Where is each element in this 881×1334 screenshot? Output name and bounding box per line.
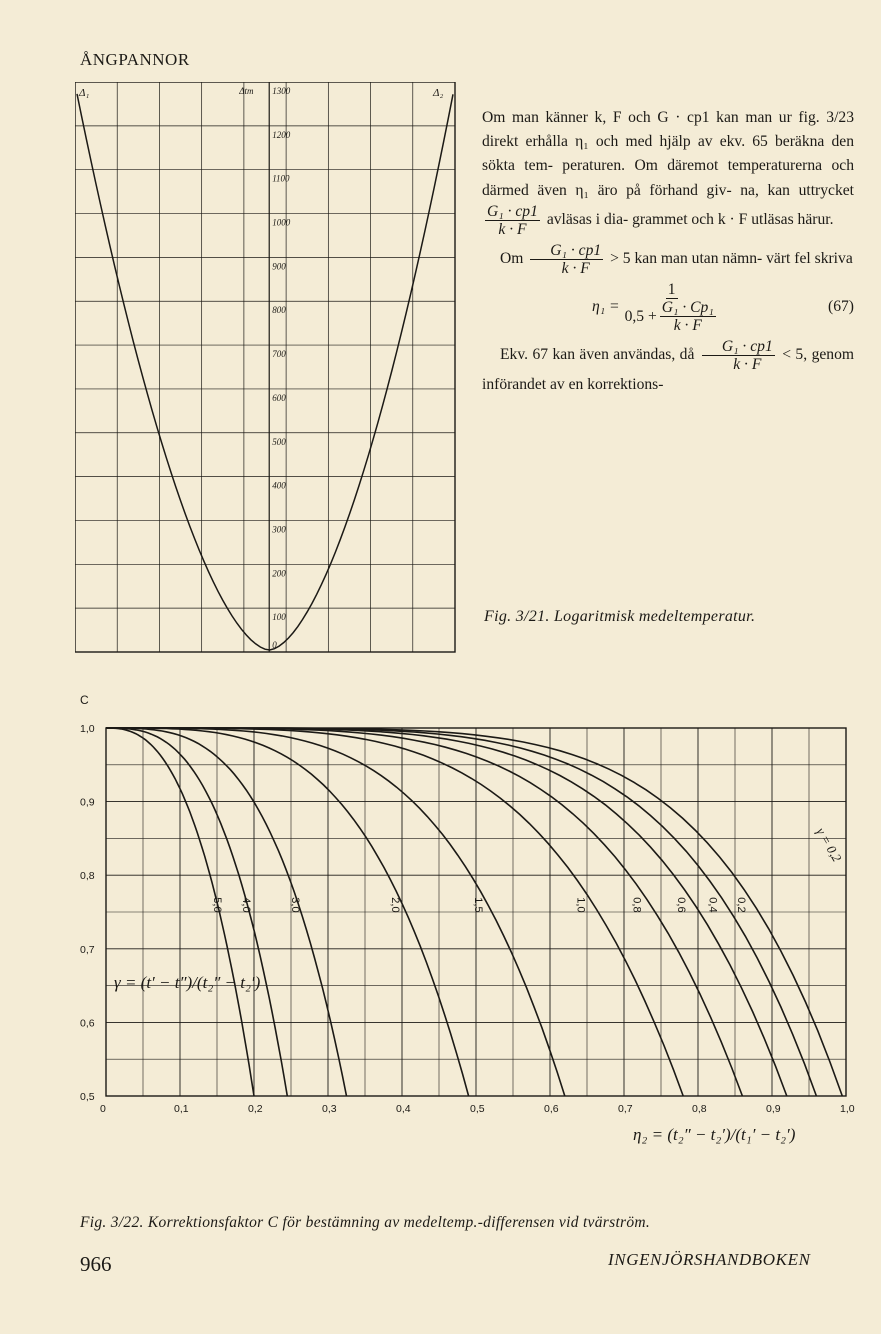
y-tick-label: 0,9: [80, 796, 95, 809]
x-tick-label: 0,7: [618, 1103, 633, 1115]
equation-denominator: [623, 299, 721, 334]
page-number: 966: [80, 1252, 112, 1276]
fraction-g1cp1-over-kf: [485, 203, 540, 238]
y-tick-label: 0,8: [80, 870, 95, 883]
tick-label: 400: [272, 480, 286, 491]
fraction-numerator: G₁ · cp1: [702, 338, 775, 356]
tick-label: 0: [272, 640, 277, 650]
tick-label: 100: [272, 612, 286, 623]
fraction-denominator: k · F: [561, 259, 590, 277]
label-delta-2: Δ₂: [433, 87, 444, 99]
x-tick-label: 0,5: [470, 1103, 485, 1115]
paragraph-2: [482, 242, 854, 277]
fraction-g1cp1-over-kf-2: [530, 242, 603, 277]
x-tick-label: 0,8: [692, 1103, 707, 1115]
tick-label: 300: [272, 524, 286, 535]
gamma-label: γ = 0,2: [813, 825, 845, 865]
x-tick-label: 0,1: [174, 1103, 189, 1115]
equation-inner-numerator: G₁ · Cp₁: [661, 298, 714, 316]
equation-numerator: 1: [667, 280, 676, 298]
fraction-denominator: k · F: [498, 220, 527, 238]
body-text-column: [482, 106, 854, 397]
journal-name: INGENJÖRSHANDBOKEN: [608, 1250, 811, 1269]
curve-label: 5,0: [211, 897, 224, 913]
tick-label: 700: [272, 349, 286, 360]
x-tick-label: 0,4: [396, 1103, 411, 1115]
fraction-numerator: G₁ · cp1: [530, 242, 603, 260]
y-tick-label: 0,5: [80, 1091, 95, 1103]
fraction-denominator: k · F: [733, 355, 762, 373]
label-delta-1: Δ₁: [79, 87, 90, 99]
running-head: ÅNGPANNOR: [80, 50, 190, 69]
formula-eta: η₂ = (t₂″ − t₂′)/(t₁′ − t₂′): [633, 1125, 796, 1144]
equation-67: [482, 281, 854, 334]
fraction-g1cp1-over-kf-3: [702, 338, 775, 373]
equation-inner-denominator: k · F: [673, 316, 702, 334]
paragraph-3: [482, 338, 854, 397]
x-tick-label: 1,0: [840, 1103, 855, 1115]
curve-label: 0,2: [734, 897, 747, 913]
fraction-numerator: G₁ · cp1: [487, 202, 538, 220]
curve-label: 0,6: [674, 897, 687, 913]
curve-label: 4,0: [239, 897, 252, 913]
curve-label: 0,4: [706, 897, 719, 913]
curve-label: 0,8: [630, 897, 643, 913]
curve-label: 1,5: [471, 897, 484, 913]
x-tick-label: 0,6: [544, 1103, 559, 1115]
curve-label: 2,0: [389, 897, 402, 913]
tick-label: 800: [272, 305, 286, 316]
y-axis-title: C: [80, 693, 89, 707]
paragraph-1-continued: avläsas i dia- grammet och k · F utläsas härur.: [546, 210, 834, 228]
curve-label: 1,0: [574, 897, 587, 913]
paragraph-2-start: Om: [500, 249, 524, 267]
tick-label: 600: [272, 392, 286, 403]
tick-label: 1200: [272, 129, 291, 140]
figure-3-21: [75, 82, 461, 661]
formula-gamma: γ = (t′ − t″)/(t₂″ − t₂′): [114, 973, 261, 992]
tick-label: 1000: [272, 217, 291, 228]
paragraph-1: [482, 106, 854, 238]
figure-3-22: [78, 688, 868, 1213]
paragraph-3-start: Ekv. 67 kan även användas, då: [500, 345, 695, 363]
figure-3-22-caption: Fig. 3/22. Korrektionsfaktor C för bestämning av medeltemp.-differensen vid tvärström.: [80, 1214, 651, 1231]
y-tick-label: 1,0: [80, 723, 95, 735]
equation-body: [592, 281, 724, 334]
log-mean-temperature-chart: [75, 82, 461, 656]
mean-temperature-curve: [77, 94, 453, 650]
curve-label: 3,0: [289, 897, 302, 913]
tick-label: 1100: [272, 173, 290, 184]
x-tick-label: 0,3: [322, 1103, 337, 1115]
x-tick-label: 0,2: [248, 1103, 263, 1115]
equation-denominator-lead: 0,5 +: [624, 307, 657, 325]
figure-3-21-caption: Fig. 3/21. Logaritmisk medeltemperatur.: [484, 608, 756, 625]
y-tick-label: 0,7: [80, 943, 95, 956]
correction-factor-chart: [78, 688, 868, 1208]
equation-main-fraction: [623, 281, 721, 334]
tick-label: 200: [272, 568, 286, 579]
frame: [75, 82, 455, 652]
x-tick-label: 0,9: [766, 1103, 781, 1115]
paragraph-3-end: < 5, genom införandet av en korrektions-: [482, 345, 855, 393]
paragraph-1-text: Om man känner k, F och G · cp1 kan man ur fig. 3/23 direkt erhålla η₁ och med hjälp av ekv. 65 beräkna den sökta tem- peraturen. Om däremot temperaturerna och därmed även η₁ äro på förhand giv- na, kan uttrycket: [482, 109, 854, 199]
equation-number: (67): [828, 298, 854, 316]
label-delta-tm: Δtm: [239, 86, 254, 96]
tick-label: 1300: [272, 86, 291, 96]
equation-lhs: η₁ =: [592, 298, 620, 316]
paragraph-2-text: > 5 kan man utan nämn- värt fel skriva: [610, 249, 853, 267]
tick-label: 500: [272, 436, 286, 447]
tick-label: 900: [272, 261, 286, 272]
y-tick-label: 0,6: [80, 1017, 95, 1030]
equation-inner-fraction: [660, 299, 716, 334]
x-tick-label: 0: [100, 1103, 106, 1115]
